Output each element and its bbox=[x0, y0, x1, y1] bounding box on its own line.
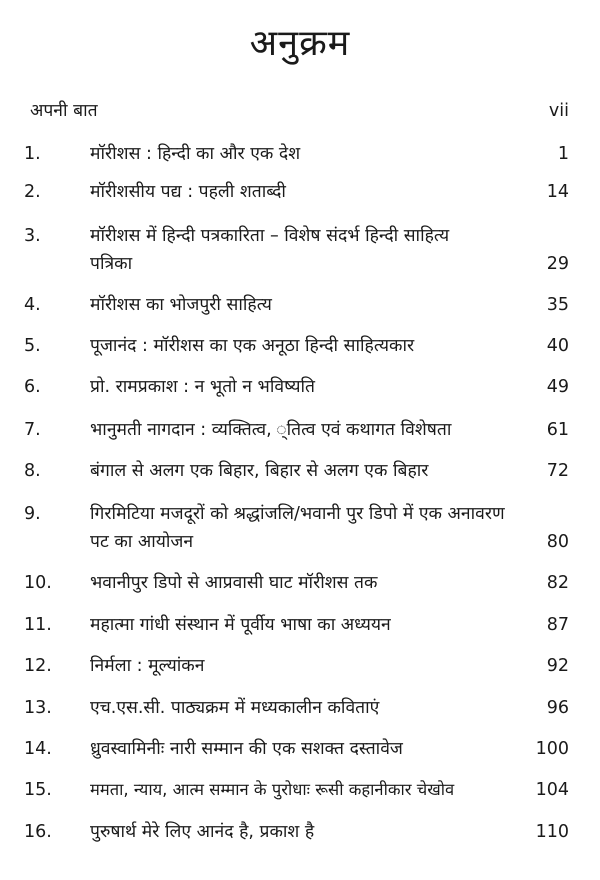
toc-entry-page: 40 bbox=[546, 336, 569, 356]
toc-entry bbox=[0, 222, 600, 278]
toc-intro-title: अपनी बात bbox=[30, 101, 98, 121]
toc-entry-number: 7. bbox=[24, 420, 41, 440]
toc-entry-title: ध्रुवस्वामिनीः नारी सम्मान की एक सशक्त दस्तावेज bbox=[90, 739, 403, 759]
toc-entry-number: 3. bbox=[24, 226, 41, 246]
toc-entry-title: पुरुषार्थ मेरे लिए आनंद है, प्रकाश है bbox=[90, 822, 315, 842]
toc-entry bbox=[0, 611, 600, 639]
toc-entry-number: 4. bbox=[24, 295, 41, 315]
toc-entry-title: गिरमिटिया मजदूरों को श्रद्धांजलि/भवानी पुर डिपो में एक अनावरण पट का आयोजन bbox=[90, 504, 505, 552]
toc-entry bbox=[0, 332, 600, 360]
toc-entry-page: 1 bbox=[557, 144, 569, 164]
toc-entry-number: 2. bbox=[24, 182, 41, 202]
toc-entry-title: एच.एस.सी. पाठ्यक्रम में मध्यकालीन कविताएं bbox=[90, 698, 380, 718]
toc-entry-title: प्रो. रामप्रकाश : न भूतो न भविष्यति bbox=[90, 377, 315, 397]
toc-entry-title: निर्मला : मूल्यांकन bbox=[90, 656, 205, 676]
toc-entry-number: 14. bbox=[24, 739, 52, 759]
toc-entry-number: 6. bbox=[24, 377, 41, 397]
toc-entry-title: मॉरीशस का भोजपुरी साहित्य bbox=[90, 295, 272, 315]
toc-entry bbox=[0, 694, 600, 722]
toc-entry-page: 49 bbox=[546, 377, 569, 397]
toc-entry-page: 72 bbox=[546, 461, 569, 481]
toc-intro bbox=[0, 97, 600, 125]
toc-entry-page: 87 bbox=[546, 615, 569, 635]
toc-entry-page: 110 bbox=[535, 822, 569, 842]
toc-entry-page: 35 bbox=[546, 295, 569, 315]
toc-entry bbox=[0, 500, 600, 556]
toc-entry-number: 11. bbox=[24, 615, 52, 635]
toc-entry-number: 15. bbox=[24, 780, 52, 800]
toc-entry-title: पूजानंद : मॉरीशस का एक अनूठा हिन्दी साहित्यकार bbox=[90, 336, 415, 356]
toc-entry bbox=[0, 140, 600, 168]
toc-entry-title: मॉरीशस : हिन्दी का और एक देश bbox=[90, 144, 301, 164]
toc-entry bbox=[0, 818, 600, 846]
toc-entry-title: बंगाल से अलग एक बिहार, बिहार से अलग एक बिहार bbox=[90, 461, 429, 481]
toc-entry-title: महात्मा गांधी संस्थान में पूर्वीय भाषा का अध्ययन bbox=[90, 615, 391, 635]
toc-entry-page: 96 bbox=[546, 698, 569, 718]
toc-entry-title: भानुमती नागदान : व्यक्तित्व, ्तित्व एवं कथागत विशेषता bbox=[90, 420, 452, 440]
toc-entry-number: 1. bbox=[24, 144, 41, 164]
toc-entry-number: 16. bbox=[24, 822, 52, 842]
toc-entry-number: 9. bbox=[24, 504, 41, 524]
toc-entry-page: 104 bbox=[535, 780, 569, 800]
toc-entry-page: 61 bbox=[546, 420, 569, 440]
toc-entry-number: 10. bbox=[24, 573, 52, 593]
toc-entry-page: 100 bbox=[535, 739, 569, 759]
toc-entry-page: 92 bbox=[546, 656, 569, 676]
toc-entry-number: 12. bbox=[24, 656, 52, 676]
toc-entry bbox=[0, 569, 600, 597]
toc-entry bbox=[0, 652, 600, 680]
toc-entry-number: 5. bbox=[24, 336, 41, 356]
toc-entry-page: 80 bbox=[546, 532, 569, 552]
toc-entry bbox=[0, 373, 600, 401]
toc-entry-number: 8. bbox=[24, 461, 41, 481]
toc-entry-page: 29 bbox=[546, 254, 569, 274]
toc-intro-page: vii bbox=[548, 101, 569, 121]
toc-entry bbox=[0, 735, 600, 763]
toc-entry-title: मॉरीशस में हिन्दी पत्रकारिता – विशेष संदर्भ हिन्दी साहित्य पत्रिका bbox=[90, 226, 450, 274]
toc-entry-page: 82 bbox=[546, 573, 569, 593]
toc-entry-title: मॉरीशसीय पद्य : पहली शताब्दी bbox=[90, 182, 286, 202]
toc-entry-title: भवानीपुर डिपो से आप्रवासी घाट मॉरीशस तक bbox=[90, 573, 378, 593]
toc-entry bbox=[0, 776, 600, 804]
toc-entry-title: ममता, न्याय, आत्म सम्मान के पुरोधाः रूसी कहानीकार चेखोव bbox=[90, 780, 455, 799]
toc-entry bbox=[0, 291, 600, 319]
toc-entry-page: 14 bbox=[546, 182, 569, 202]
page-title: अनुक्रम bbox=[249, 23, 351, 64]
toc-entry bbox=[0, 416, 600, 444]
toc-entry-number: 13. bbox=[24, 698, 52, 718]
toc-entry bbox=[0, 457, 600, 485]
toc-entry bbox=[0, 178, 600, 206]
